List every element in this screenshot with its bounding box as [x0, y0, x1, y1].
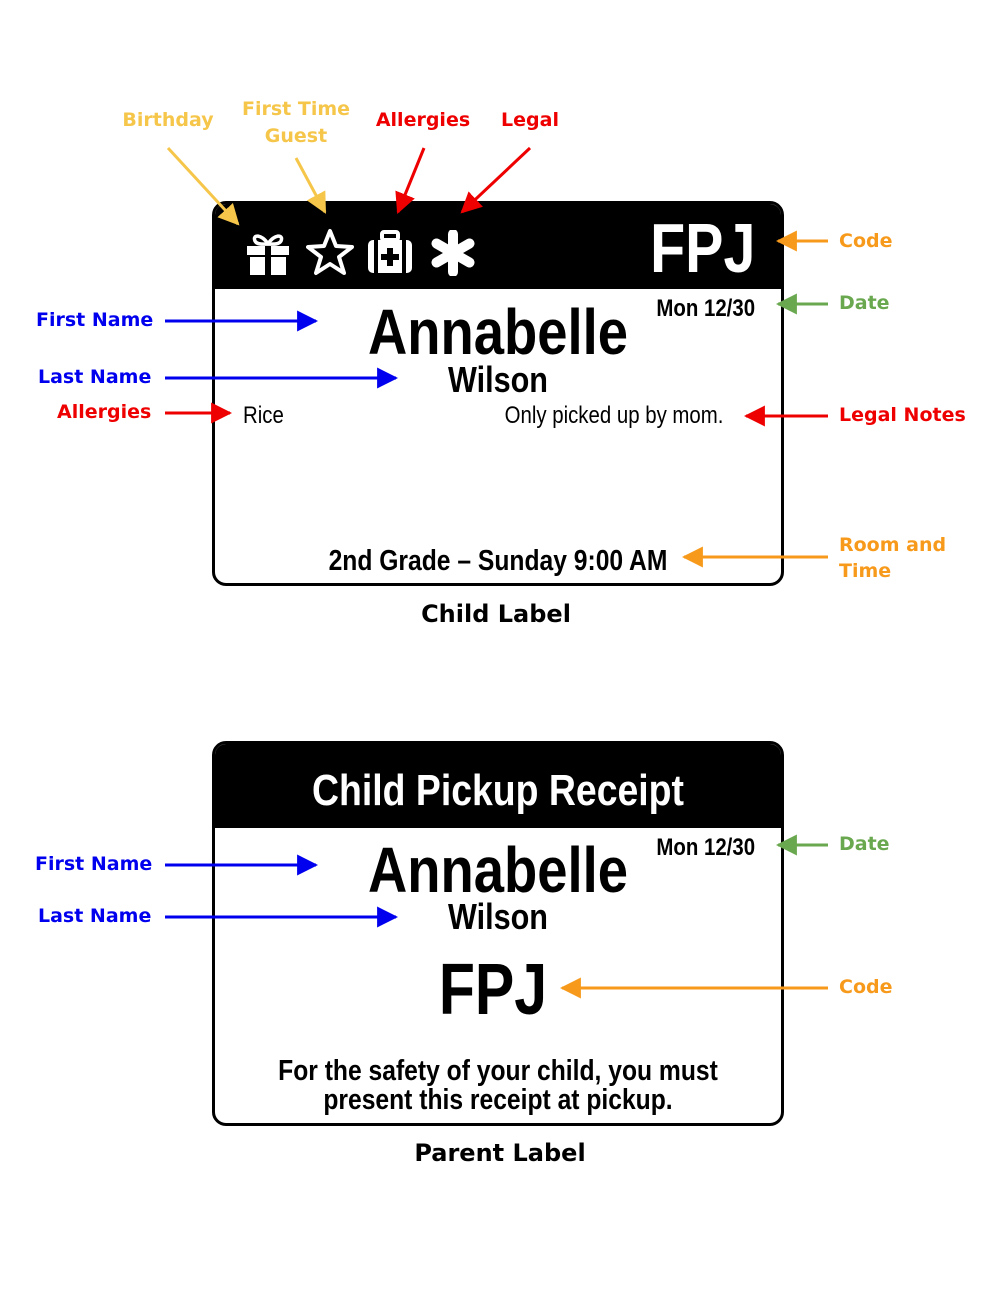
annotation-parent-first-name: First Name	[35, 853, 153, 875]
child-room-time: 2nd Grade – Sunday 9:00 AM	[328, 545, 668, 577]
arrow-allergies-icon	[398, 148, 424, 212]
annotation-code: Code	[839, 230, 893, 252]
arrow-birthday	[168, 148, 238, 224]
arrow-first-time-guest	[296, 158, 325, 212]
child-code: FPJ	[649, 209, 755, 287]
annotation-first-time-guest-line1: First Time	[241, 98, 351, 120]
child-label-caption: Child Label	[421, 600, 571, 628]
annotation-parent-code: Code	[839, 976, 893, 998]
annotation-first-time-guest-line2: Guest	[264, 125, 328, 147]
child-allergies: Rice	[243, 402, 284, 429]
parent-header: Child Pickup Receipt	[311, 766, 684, 815]
parent-label-caption: Parent Label	[414, 1139, 586, 1167]
annotation-legal-notes: Legal Notes	[839, 404, 966, 426]
child-first-name: Annabelle	[368, 296, 628, 368]
annotation-date: Date	[839, 292, 890, 314]
annotation-birthday: Birthday	[122, 109, 214, 131]
parent-safety-line2: present this receipt at pickup.	[323, 1084, 673, 1116]
child-legal-notes: Only picked up by mom.	[504, 402, 723, 429]
annotation-parent-date: Date	[839, 833, 890, 855]
annotation-room-and-time-line2: Time	[839, 560, 892, 582]
parent-first-name: Annabelle	[368, 834, 628, 906]
annotation-allergies-icon: Allergies	[375, 109, 471, 131]
annotation-room-and-time-line1: Room and	[839, 534, 947, 556]
annotation-first-name: First Name	[36, 309, 154, 331]
annotation-last-name: Last Name	[38, 366, 152, 388]
parent-last-name: Wilson	[447, 896, 549, 937]
child-last-name: Wilson	[447, 359, 549, 400]
annotation-allergies: Allergies	[57, 401, 152, 423]
parent-code: FPJ	[438, 950, 548, 1030]
parent-safety-line1: For the safety of your child, you must	[278, 1055, 718, 1087]
parent-date: Mon 12/30	[656, 834, 755, 861]
annotation-parent-last-name: Last Name	[38, 905, 152, 927]
annotation-legal: Legal	[501, 109, 559, 131]
child-date: Mon 12/30	[656, 295, 755, 322]
arrow-legal	[462, 148, 530, 212]
